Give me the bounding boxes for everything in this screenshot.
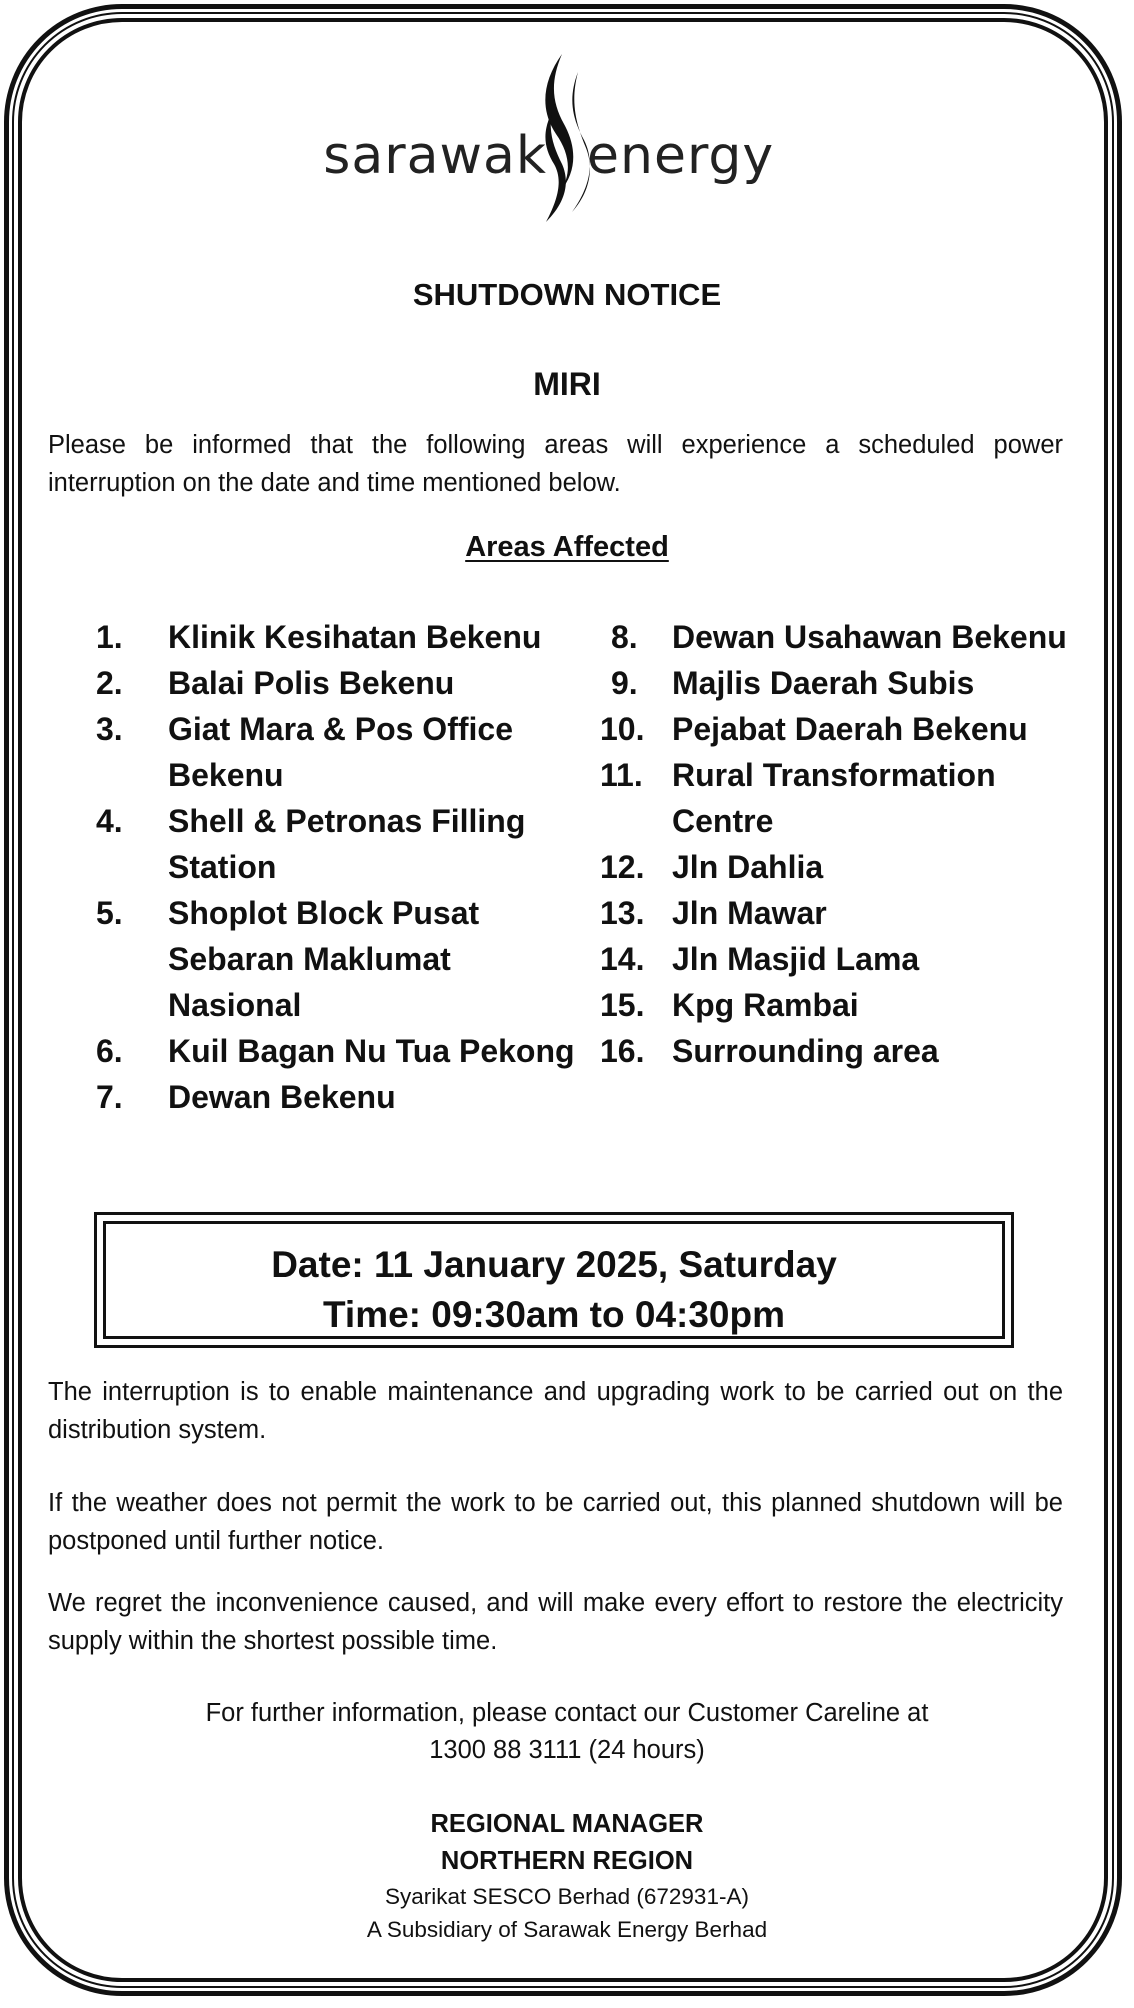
list-item: 11. Rural Transformation Centre (600, 757, 996, 839)
weather-paragraph: If the weather does not permit the work to be carried out, this planned shutdown will be postponed until further notice. (48, 1489, 1063, 1555)
company-name: Syarikat SESCO Berhad (672931-A) (385, 1884, 749, 1909)
contact-line: For further information, please contact our Customer Careline at (205, 1699, 929, 1727)
list-item: 13. Jln Mawar (600, 895, 827, 931)
areas-list-right (600, 614, 1070, 1074)
regret-paragraph: We regret the inconvenience caused, and will make every effort to restore the electricity supply within the shortest possible time. (48, 1589, 1063, 1655)
signatory-title (0, 1806, 1134, 1880)
signatory-region: NORTHERN REGION (440, 1847, 694, 1875)
contact-info (0, 1695, 1134, 1769)
city-heading: MIRI (533, 366, 601, 402)
schedule-box-inner (103, 1221, 1005, 1339)
parent-company: A Subsidiary of Sarawak Energy Berhad (366, 1917, 768, 1942)
list-item: 7. Dewan Bekenu (96, 1079, 396, 1115)
areas-affected-heading: Areas Affected (465, 531, 669, 563)
signatory-position: REGIONAL MANAGER (430, 1810, 704, 1838)
company-info (0, 1880, 1134, 1946)
list-item: 10. Pejabat Daerah Bekenu (600, 711, 1028, 747)
sarawak-energy-logo (0, 52, 1134, 227)
list-item: 8. Dewan Usahawan Bekenu (611, 619, 1067, 655)
list-item: 16. Surrounding area (600, 1033, 939, 1069)
list-item: 14. Jln Masjid Lama (600, 941, 920, 977)
list-item: 2. Balai Polis Bekenu (96, 665, 455, 701)
schedule-time: Time: 09:30am to 04:30pm (322, 1294, 785, 1335)
intro-paragraph: Please be informed that the following areas will experience a scheduled power interruption on the date and time mentioned below. (48, 431, 1063, 497)
list-item: 4. Shell & Petronas Filling Station (96, 803, 526, 885)
list-item: 1. Klinik Kesihatan Bekenu (96, 619, 542, 655)
list-item: 6. Kuil Bagan Nu Tua Pekong (96, 1033, 575, 1069)
logo-word-left: sarawak (323, 126, 547, 186)
areas-list-left (96, 614, 576, 1120)
list-item: 15. Kpg Rambai (600, 987, 859, 1023)
notice-title: SHUTDOWN NOTICE (412, 277, 722, 312)
list-item: 5. Shoplot Block Pusat Sebaran Maklumat Nasional (96, 895, 480, 1023)
schedule-box (94, 1212, 1014, 1348)
purpose-paragraph: The interruption is to enable maintenance and upgrading work to be carried out on the distribution system. (48, 1378, 1063, 1444)
careline-number: 1300 88 3111 (24 hours) (429, 1736, 705, 1764)
logo-word-right: energy (587, 126, 775, 186)
list-item: 9. Majlis Daerah Subis (611, 665, 975, 701)
schedule-date: Date: 11 January 2025, Saturday (271, 1244, 837, 1285)
list-item: 12. Jln Dahlia (600, 849, 824, 885)
list-item: 3. Giat Mara & Pos Office Bekenu (96, 711, 513, 793)
